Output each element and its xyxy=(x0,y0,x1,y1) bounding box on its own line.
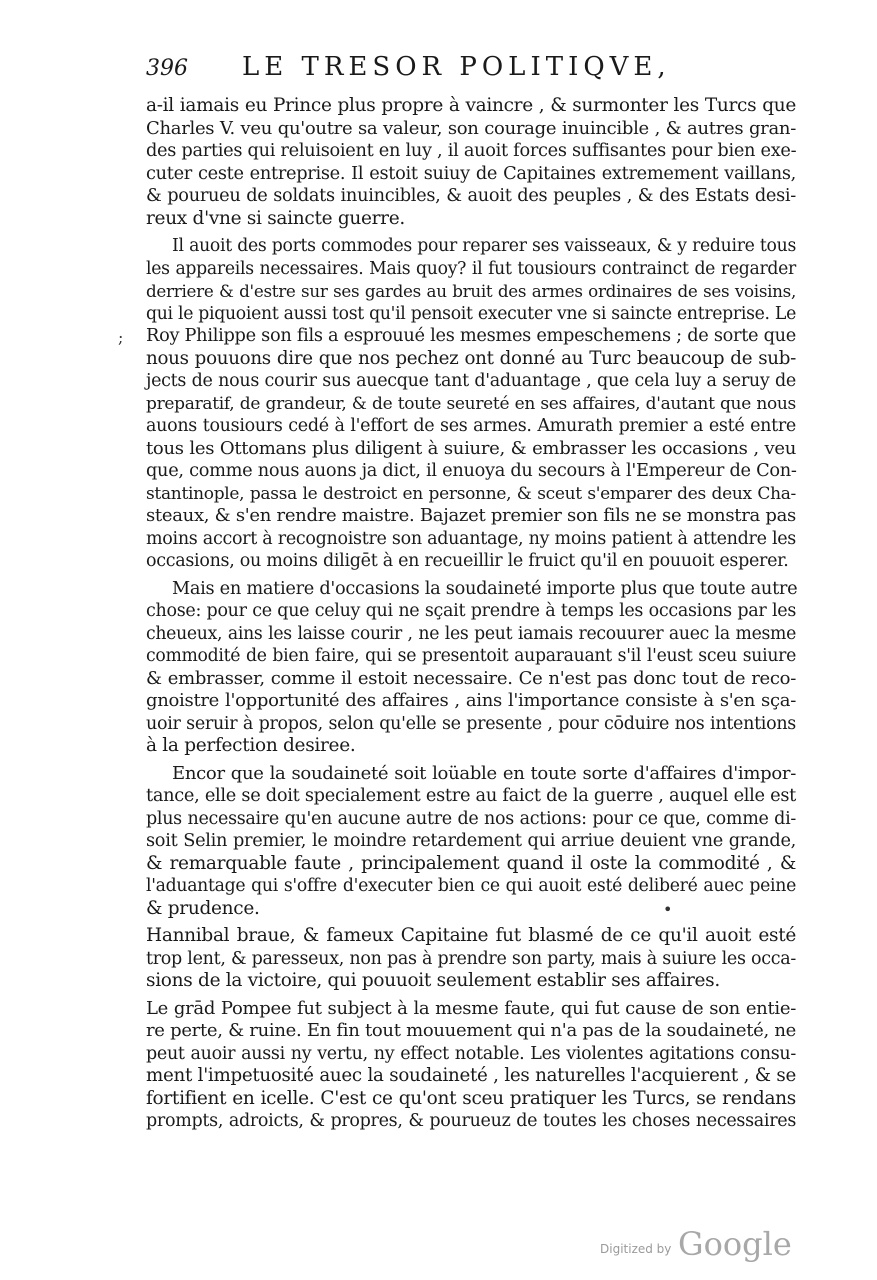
text-line: ment l'impetuosité auec la soudaineté , les naturelles l'acquierent , & se xyxy=(146,1065,796,1086)
text-line: occasions, ou moins diligēt à en recueillir le fruict qu'il en pouuoit esperer. xyxy=(146,551,789,571)
text-line: preparatif, de grandeur, & de toute seureté en ses affaires, d'autant que nous xyxy=(146,393,796,414)
text-line: les appareils necessaires. Mais quoy? il fut tousiours contrainct de regarder xyxy=(146,258,796,279)
text-line: stantinople, passa le destroict en personne, & sceut s'emparer des deux Cha- xyxy=(146,483,796,504)
page-number: 396 xyxy=(146,56,188,81)
text-line: gnoistre l'opportunité des affaires , ains l'importance consiste à s'en sça- xyxy=(146,690,796,711)
text-line: re perte, & ruine. En fin tout mouuement qui n'a pas de la soudaineté, ne xyxy=(146,1020,796,1041)
text-line: l'aduantage qui s'offre d'executer bien ce qui auoit esté deliberé auec peine xyxy=(146,876,796,896)
digitized-by-label: Digitized by xyxy=(600,1242,672,1256)
ink-dot: • xyxy=(663,900,673,919)
text-line: trop lent, & paresseux, non pas à prendre son party, mais à suiure les occa- xyxy=(146,948,796,969)
text-line: nous pouuons dire que nos pechez ont donné au Turc beaucoup de sub- xyxy=(146,347,796,369)
text-line: sions de la victoire, qui pouuoit seulement establir ses affaires. xyxy=(146,970,720,991)
paragraph xyxy=(146,763,796,921)
text-line: cheueux, ains les laisse courir , ne les peut iamais recouurer auec la mesme xyxy=(146,623,796,644)
text-line: derriere & d'estre sur ses gardes au bruit des armes ordinaires de ses voisins, xyxy=(146,281,796,301)
text-line: & prudence. xyxy=(146,897,260,919)
text-line: chose: pour ce que celuy qui ne sçait prendre à temps les occasions par les xyxy=(146,601,796,621)
text-line: jects de nous courir sus auecque tant d'aduantage , que cela luy a seruy de xyxy=(146,371,796,391)
paragraph xyxy=(146,95,796,230)
digitization-watermark xyxy=(600,1225,800,1265)
text-line: peut auoir aussi ny vertu, ny effect notable. Les violentes agitations consu- xyxy=(146,1043,796,1064)
text-line: reux d'vne si saincte guerre. xyxy=(146,207,405,229)
text-line: commodité de bien faire, qui se presentoit auparauant s'il l'eust sceu suiure xyxy=(146,646,796,666)
text-line: Hannibal braue, & fameux Capitaine fut blasmé de ce qu'il auoit esté xyxy=(146,925,796,946)
text-line: plus necessaire qu'en aucune autre de nos actions: pour ce que, comme di- xyxy=(146,808,796,829)
text-line: Le grād Pompee fut subject à la mesme faute, qui fut cause de son entie- xyxy=(146,997,796,1019)
text-line: cuter ceste entreprise. Il estoit suiuy de Capitaines extremement vaillans, xyxy=(146,163,796,184)
text-line: tance, elle se doit specialement estre au faict de la guerre , auquel elle est xyxy=(146,786,796,806)
text-line: fortifient en icelle. C'est ce qu'ont sceu pratiquer les Turcs, se rendans xyxy=(146,1087,796,1109)
paragraph xyxy=(146,925,796,993)
text-line: soit Selin premier, le moindre retardement qui arriue deuient vne grande, xyxy=(146,831,796,851)
text-line: Charles V. veu qu'outre sa valeur, son courage inuincible , & autres gran- xyxy=(146,117,796,139)
paragraph xyxy=(146,578,796,758)
text-line: qui le piquoient aussi tost qu'il pensoit executer vne si saincte entreprise. Le xyxy=(146,303,796,324)
text-line: & embrasser, comme il estoit necessaire. Ce n'est pas donc tout de reco- xyxy=(146,667,796,689)
text-line: que, comme nous auons ja dict, il enuoya du secours à l'Empereur de Con- xyxy=(146,461,797,481)
text-line: & pourueu de soldats inuincibles, & auoit des peuples , & des Estats desi- xyxy=(146,186,796,206)
text-line: moins accort à recognoistre son aduantage, ny moins patient à attendre les xyxy=(146,528,796,549)
text-line: prompts, adroicts, & propres, & pourueuz de toutes les choses necessaires xyxy=(146,1111,796,1131)
text-line: a-il iamais eu Prince plus propre à vaincre , & surmonter les Turcs que xyxy=(146,95,796,116)
text-line: Encor que la soudaineté soit loüable en toute sorte d'affaires d'impor- xyxy=(172,762,796,784)
paragraph xyxy=(146,235,796,573)
text-line: & remarquable faute , principalement quand il oste la commodité , & xyxy=(146,852,796,874)
text-line: à la perfection desiree. xyxy=(146,735,356,756)
margin-mark: ; xyxy=(118,328,124,347)
body-text xyxy=(146,95,796,1133)
running-title: LE TRESOR POLITIQVE, xyxy=(242,52,671,82)
google-logo: Google xyxy=(678,1225,792,1263)
running-head xyxy=(146,52,786,88)
text-line: Mais en matiere d'occasions la soudaineté importe plus que toute autre xyxy=(172,578,798,599)
paragraph xyxy=(146,998,796,1133)
text-line: des parties qui reluisoient en luy , il auoit forces suffisantes pour bien exe- xyxy=(146,141,797,161)
text-line: Roy Philippe son fils a esprouué les mesmes empeschemens ; de sorte que xyxy=(146,326,796,346)
text-line: steaux, & s'en rendre maistre. Bajazet premier son fils ne se monstra pas xyxy=(146,505,796,526)
text-line: auons tousiours cedé à l'effort de ses armes. Amurath premier a esté entre xyxy=(146,416,796,436)
text-line: uoir seruir à propos, selon qu'elle se presente , pour cōduire nos intentions xyxy=(146,713,796,734)
text-line: Il auoit des ports commodes pour reparer ses vaisseaux, & y reduire tous xyxy=(172,236,796,256)
text-line: tous les Ottomans plus diligent à suiure, & embrasser les occasions , veu xyxy=(146,437,796,459)
